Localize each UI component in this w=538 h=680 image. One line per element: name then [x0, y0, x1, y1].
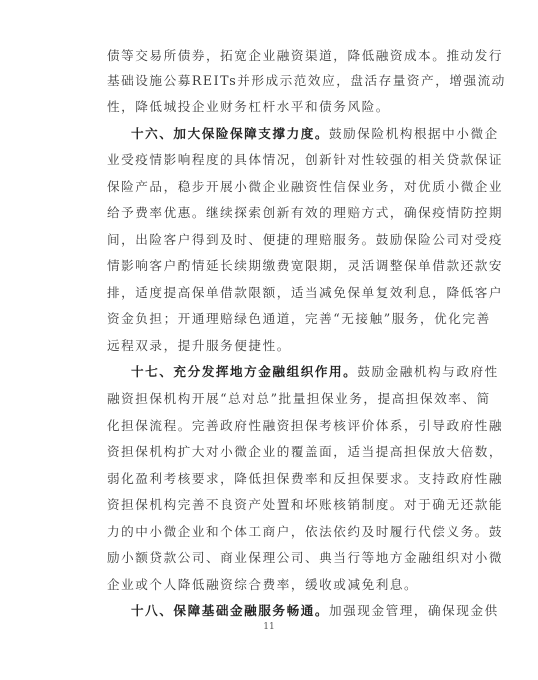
- text-line: [0, 42, 538, 70]
- line-text: 排，适度提高保单借款限额，适当减免保单复效利息，降低客户: [107, 285, 504, 300]
- text-line: [0, 173, 538, 201]
- line-text: 间，出险客户得到及时、便捷的理赔服务。鼓励保险公司对受疫: [107, 232, 504, 247]
- text-line: [0, 226, 538, 254]
- text-line: [0, 385, 538, 413]
- text-line: [0, 305, 538, 333]
- line-text: 资担保机构完善不良资产处置和坏账核销制度。对于确无还款能: [107, 497, 504, 512]
- text-line: [0, 358, 538, 386]
- text-line: [0, 332, 538, 360]
- line-text: 鼓励金融机构与政府性: [357, 364, 499, 379]
- line-text: 力的中小微企业和个体工商户，依法依约及时履行代偿义务。鼓: [107, 524, 504, 539]
- text-line: [0, 597, 538, 625]
- line-text: 给予费率优惠。继续探索创新有效的理赔方式，确保疫情防控期: [107, 205, 504, 220]
- text-line: [0, 465, 538, 493]
- line-text: 债等交易所债券，拓宽企业融资渠道，降低融资成本。推动发行: [107, 48, 504, 63]
- line-text: 资担保机构扩大对小微企业的覆盖面，适当提高担保放大倍数，: [107, 444, 504, 459]
- line-text: 企业或个人降低融资综合费率，缓收或减免利息。: [107, 577, 419, 592]
- line-text: 基础设施公募REITs并形成示范效应，盘活存量资产，增强流动: [107, 73, 506, 88]
- line-text: 性，降低城投企业财务杠杆水平和债务风险。: [107, 99, 390, 114]
- text-line: [0, 146, 538, 174]
- text-line: [0, 120, 538, 148]
- line-text: 资金负担；开通理赔绿色通道，完善“无接触”服务，优化完善: [107, 311, 491, 326]
- text-line: [0, 491, 538, 519]
- line-text: 情影响客户酌情延长续期缴费宽限期，灵活调整保单借款还款安: [107, 258, 504, 273]
- text-line: [0, 199, 538, 227]
- section-heading: 十六、加大保险保障支撑力度。: [131, 126, 330, 141]
- line-text: 鼓励保险机构根据中小微企: [329, 126, 499, 141]
- text-line: [0, 67, 538, 95]
- text-line: [0, 518, 538, 546]
- line-text: 弱化盈利考核要求，降低担保费率和反担保要求。支持政府性融: [107, 471, 504, 486]
- line-text: 融资担保机构开展“总对总”批量担保业务，提高担保效率、简: [107, 391, 491, 406]
- text-line: [0, 93, 538, 121]
- text-line: [0, 412, 538, 440]
- line-text: 远程双录，提升服务便捷性。: [107, 338, 291, 353]
- text-line: [0, 438, 538, 466]
- section-heading: 十八、保障基础金融服务畅通。: [131, 603, 330, 618]
- page-number: 11: [263, 622, 275, 632]
- section-heading: 十七、充分发挥地方金融组织作用。: [131, 364, 358, 379]
- text-line: [0, 252, 538, 280]
- line-text: 业受疫情影响程度的具体情况，创新针对性较强的相关贷款保证: [107, 152, 504, 167]
- text-line: [0, 544, 538, 572]
- text-line: [0, 571, 538, 599]
- line-text: 保险产品，稳步开展小微企业融资性信保业务，对优质小微企业: [107, 179, 504, 194]
- line-text: 化担保流程。完善政府性融资担保考核评价体系，引导政府性融: [107, 418, 504, 433]
- line-text: 加强现金管理，确保现金供: [329, 603, 499, 618]
- line-text: 励小额贷款公司、商业保理公司、典当行等地方金融组织对小微: [107, 550, 504, 565]
- text-line: [0, 279, 538, 307]
